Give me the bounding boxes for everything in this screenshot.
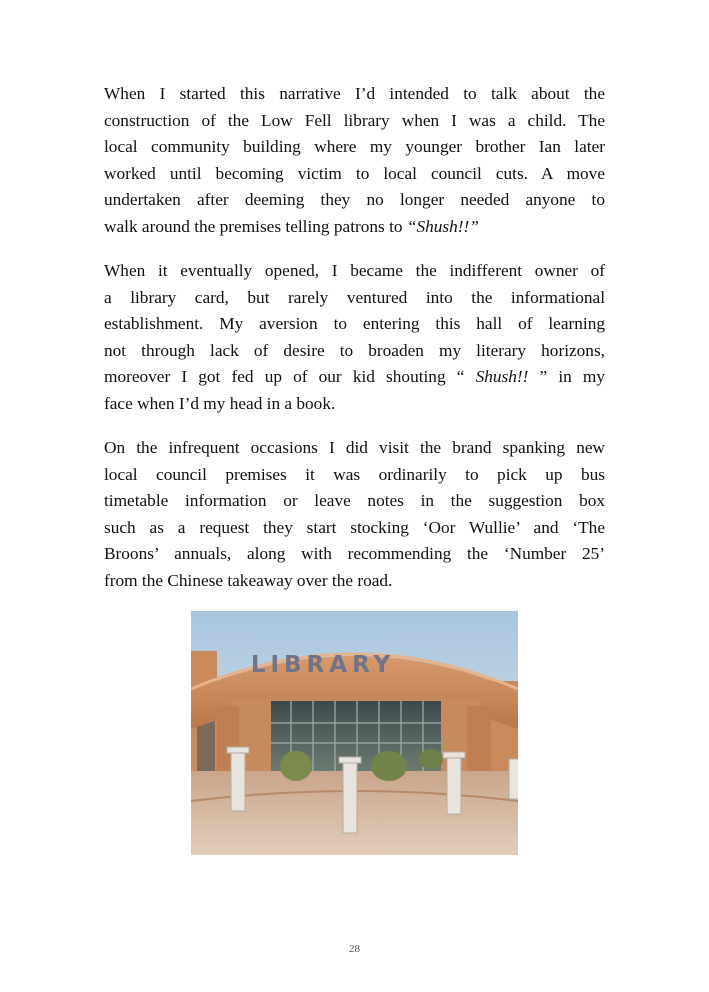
paragraph-line: establishment. My aversion to entering this hall of learning [104, 314, 605, 334]
italic-text-run: Shush!! [475, 367, 529, 387]
paragraph-line: When it eventually opened, I became the indifferent owner of [104, 261, 605, 280]
paragraph-line: Broons’ annuals, along with recommending the ‘Number 25’ [104, 544, 605, 564]
paragraph-last-line [104, 214, 605, 241]
text-run: walk around the premises telling patrons to [104, 216, 407, 236]
paragraph-3 [104, 435, 605, 595]
text-run: moreover I got fed up of our kid shouting “ [104, 367, 476, 387]
paragraph-line: not through lack of desire to broaden my literary horizons, [104, 340, 605, 360]
paragraph-line: undertaken after deeming they no longer needed anyone to [104, 190, 605, 210]
paragraph-line: timetable information or leave notes in the suggestion box [104, 491, 605, 511]
paragraph-line: When I started this narrative I’d intended to talk about the [104, 84, 605, 103]
page-number: 28 [349, 943, 360, 955]
paragraph-1 [104, 81, 605, 241]
paragraph-line: worked until becoming victim to local council cuts. A move [104, 163, 605, 183]
paragraph-line: a library card, but rarely ventured into the informational [104, 287, 605, 307]
paragraph-line: construction of the Low Fell library when I was a child. The [104, 110, 605, 130]
paragraph-line: On the infrequent occasions I did visit the brand spanking new [104, 438, 605, 457]
paragraph-line [104, 364, 605, 391]
paragraph-last-line: face when I’d my head in a book. [104, 393, 336, 413]
library-sign-text: LIBRARY [250, 652, 396, 678]
library-photo [191, 611, 518, 855]
text-run: ” in my [528, 367, 606, 387]
paragraph-line: local council premises it was ordinarily to pick up bus [104, 464, 605, 484]
library-building-image [191, 611, 518, 855]
italic-text-run: “Shush!!” [406, 216, 479, 236]
paragraph-line: local community building where my younger brother Ian later [104, 137, 605, 157]
paragraph-last-line: from the Chinese takeaway over the road. [104, 570, 393, 590]
paragraph-line: such as a request they start stocking ‘Oor Wullie’ and ‘The [104, 517, 605, 537]
paragraph-2 [104, 258, 605, 418]
